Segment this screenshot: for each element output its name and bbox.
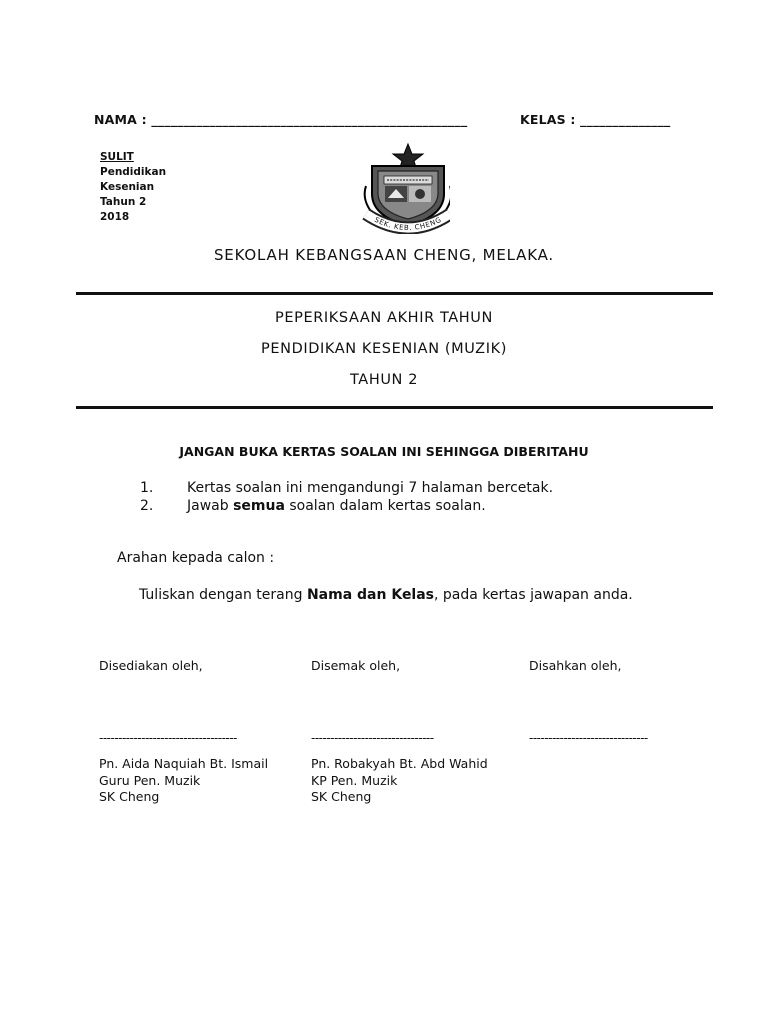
school-name: SEKOLAH KEBANGSAAN CHENG, MELAKA.	[213, 246, 554, 264]
signatory-role: Guru Pen. Muzik	[99, 772, 201, 788]
arahan-heading: Arahan kepada calon :	[117, 550, 275, 566]
signatory-prepared	[99, 756, 268, 806]
signatory-role: KP Pen. Muzik	[311, 772, 398, 788]
instruction-text-2: Jawab semua soalan dalam kertas soalan.	[187, 498, 486, 514]
crest-ribbon-text: SEK. KEB. CHENG	[373, 215, 443, 233]
signatory-name: Pn. Aida Naquiah Bt. Ismail	[99, 756, 269, 771]
subject-title: PENDIDIKAN KESENIAN (MUZIK)	[261, 341, 507, 357]
signature-line-prepared: ------------------------------------	[99, 731, 237, 745]
instruction-text-1: Kertas soalan ini mengandungi 7 halaman bercetak.	[187, 480, 554, 496]
instruction-number-2: 2.	[140, 498, 154, 514]
signatory-name: Pn. Robakyah Bt. Abd Wahid	[311, 756, 488, 771]
sulit-label: SULIT	[100, 151, 134, 163]
instruction-number-1: 1.	[140, 480, 154, 496]
exam-title: PEPERIKSAAN AKHIR TAHUN	[275, 310, 493, 326]
warning-notice: JANGAN BUKA KERTAS SOALAN INI SEHINGGA DIBERITAHU	[179, 444, 589, 459]
name-field-label: NAMA : _________________________________________________	[94, 112, 468, 127]
subject-line-1: Pendidikan	[100, 166, 167, 178]
signatory-reviewed	[311, 756, 488, 806]
school-crest-icon	[358, 142, 450, 234]
bottom-rule	[76, 406, 713, 409]
year-title: TAHUN 2	[349, 372, 419, 388]
signatory-school: SK Cheng	[311, 789, 372, 804]
sulit-block	[100, 150, 166, 225]
signature-line-approved: -------------------------------	[529, 731, 648, 745]
arahan-text: Tuliskan dengan terang Nama dan Kelas, pada kertas jawapan anda.	[139, 587, 633, 603]
year-label: Tahun 2	[100, 196, 147, 208]
class-field-label: KELAS : ______________	[520, 112, 671, 127]
top-rule	[76, 292, 713, 295]
exam-year: 2018	[100, 211, 130, 223]
signature-label-reviewed: Disemak oleh,	[311, 658, 401, 673]
signature-label-prepared: Disediakan oleh,	[99, 658, 203, 673]
signature-label-approved: Disahkan oleh,	[529, 658, 622, 673]
subject-line-2: Kesenian	[100, 181, 155, 193]
signature-line-reviewed: --------------------------------	[311, 731, 434, 745]
signatory-school: SK Cheng	[99, 789, 160, 804]
